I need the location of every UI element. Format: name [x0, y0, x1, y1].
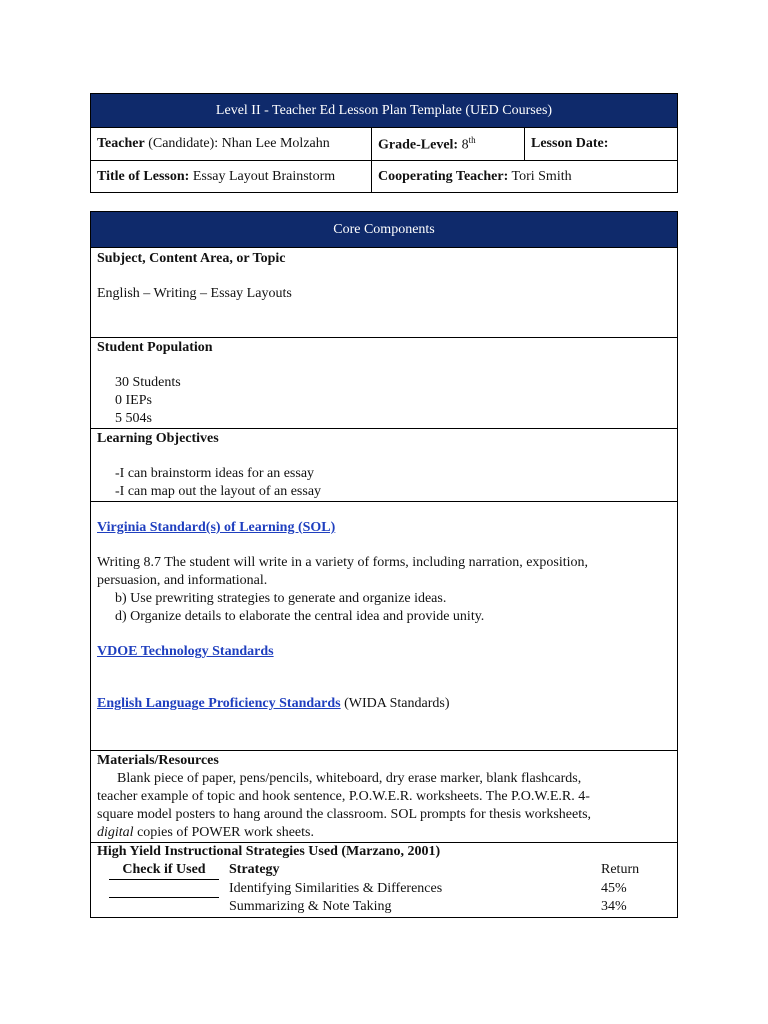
strategy-row: [97, 880, 671, 898]
elp-standards-link[interactable]: English Language Proficiency Standards: [97, 696, 341, 711]
core-components-header: Core Components: [91, 212, 678, 248]
materials-section: [91, 751, 678, 843]
sol-link[interactable]: Virginia Standard(s) of Learning (SOL): [97, 520, 336, 535]
subject-text: English – Writing – Essay Layouts: [97, 286, 292, 301]
objective-1: -I can brainstorm ideas for an essay: [115, 466, 315, 481]
vdoe-tech-standards-link[interactable]: VDOE Technology Standards: [97, 644, 274, 659]
writing-standard-line2: persuasion, and informational.: [97, 573, 268, 588]
materials-heading: Materials/Resources: [97, 753, 219, 768]
check-if-used-header: Check if Used: [109, 861, 219, 880]
title-label: Title of Lesson:: [97, 168, 190, 184]
population-ieps: 0 IEPs: [115, 393, 152, 408]
materials-line-3: square model posters to hang around the classroom. SOL prompts for thesis worksheets,: [97, 807, 592, 822]
standards-section: [91, 502, 678, 751]
population-504s: 5 504s: [115, 411, 152, 426]
strategy-name: Summarizing & Note Taking: [229, 898, 392, 914]
objectives-heading: Learning Objectives: [97, 431, 219, 446]
lesson-date-label: Lesson Date:: [531, 136, 609, 151]
lesson-date-cell: [525, 128, 678, 161]
strategy-name: Identifying Similarities & Differences: [229, 880, 443, 896]
title-value: Essay Layout Brainstorm: [192, 168, 336, 184]
objective-2: -I can map out the layout of an essay: [115, 484, 322, 499]
strategies-table: [97, 861, 671, 916]
grade-cell: [372, 128, 525, 161]
teacher-value: (Candidate): Nhan Lee Molzahn: [148, 136, 330, 151]
strategy-return: 34%: [601, 898, 627, 914]
grade-suffix: th: [468, 134, 476, 145]
strategy-header: Strategy: [229, 862, 280, 877]
strategies-heading: High Yield Instructional Strategies Used (Marzano, 2001): [97, 844, 441, 859]
materials-line-4: copies of POWER work sheets.: [137, 825, 314, 840]
objectives-section: [91, 429, 678, 502]
grade-label: Grade-Level:: [378, 137, 459, 153]
strategy-return: 45%: [601, 880, 627, 896]
strategies-section: [91, 843, 678, 918]
teacher-label: Teacher: [97, 136, 145, 151]
materials-line-2: teacher example of topic and hook sentence, P.O.W.E.R. worksheets. The P.O.W.E.R. 4-: [97, 789, 590, 804]
standard-item-d: d) Organize details to elaborate the central idea and provide unity.: [115, 609, 485, 624]
check-if-used-box[interactable]: [109, 880, 219, 898]
coop-teacher-cell: [372, 161, 678, 193]
materials-digital: digital: [97, 825, 134, 840]
population-heading: Student Population: [97, 340, 213, 355]
population-section: [91, 338, 678, 429]
grade-value: 8: [461, 137, 469, 153]
lesson-header-table: [90, 93, 678, 193]
materials-line-1: Blank piece of paper, pens/pencils, whiteboard, dry erase marker, blank flashcards,: [117, 771, 582, 786]
core-components-table: [90, 211, 678, 918]
coop-teacher-label: Cooperating Teacher:: [378, 168, 509, 184]
return-header: Return: [601, 862, 640, 877]
coop-teacher-value: Tori Smith: [511, 168, 572, 184]
strategy-row: [97, 898, 671, 916]
title-cell: [91, 161, 372, 193]
population-students: 30 Students: [115, 375, 181, 390]
writing-standard-line1: Writing 8.7 The student will write in a variety of forms, including narration, exposition,: [97, 555, 589, 570]
wida-standards-note: (WIDA Standards): [344, 696, 450, 711]
teacher-cell: [91, 128, 372, 161]
standard-item-b: b) Use prewriting strategies to generate and organize ideas.: [115, 591, 447, 606]
subject-section: [91, 248, 678, 338]
template-title: Level II - Teacher Ed Lesson Plan Template (UED Courses): [91, 94, 678, 128]
subject-heading: Subject, Content Area, or Topic: [97, 251, 286, 266]
